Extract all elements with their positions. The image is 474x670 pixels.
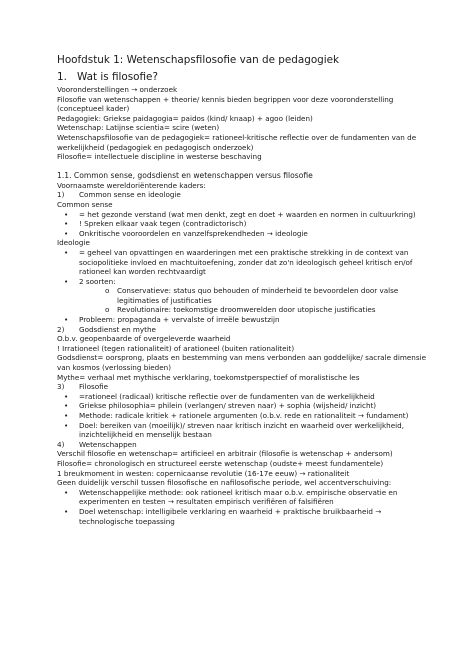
bullet-marker: • [64, 420, 69, 430]
list-item-text: Methode: radicale kritiek + rationele argumenten (o.b.v. rede en rationaliteit → fundament) [79, 411, 409, 420]
bullet-list [57, 210, 437, 239]
numbered-item [57, 440, 437, 450]
bullet-list [57, 248, 437, 286]
bullet-marker: • [64, 391, 69, 401]
sub-bullet-marker: o [105, 286, 110, 296]
section-number: 1. [57, 71, 67, 83]
list-item-text: Doel wetenschap: intelligibele verklaring en waarheid + praktische bruikbaarheid → technologische toepassing [79, 506, 382, 526]
paragraph: Vooronderstellingen → onderzoek [57, 85, 178, 94]
list-item-text: 2 soorten: [79, 276, 116, 286]
subsection-heading: 1.1. Common sense, godsdienst en wetenschappen versus filosofie [57, 170, 313, 180]
item-number: 2) [57, 324, 65, 334]
bullet-marker: • [64, 276, 69, 286]
paragraph: Filosofie= chronologisch en structureel eerste wetenschap (oudste+ meest fundamentele) [57, 458, 384, 468]
list-item-text: Conservatieve: status quo behouden of minderheid te bevoordelen door valse legitimaties of justificaties [117, 286, 399, 305]
list-item [57, 219, 437, 229]
item-number: 1) [57, 190, 65, 200]
paragraph: Wetenschapsfilosofie van de pedagogiek= rationeel-kritische reflectie over de fundamenten van de werkelijkheid (pedagogiek en pedagogisch onderzoek) [57, 132, 417, 152]
list-item-text: Doel: bereiken van (moeilijk)/ streven naar kritisch inzicht en waarheid over werkelijkheid, inzichtelijkheid en menselijk bestaan [79, 420, 404, 440]
bullet-marker: • [64, 209, 69, 219]
paragraph: Ideologie [57, 238, 90, 248]
list-item [57, 277, 437, 287]
list-item [57, 411, 437, 421]
paragraph: ! Irrationeel (tegen rationaliteit) of arationeel (buiten rationaliteit) [57, 343, 295, 353]
numbered-item [57, 382, 437, 392]
chapter-title: Hoofdstuk 1: Wetenschapsfilosofie van de pedagogiek [57, 54, 340, 66]
paragraph: O.b.v. geopenbaarde of overgeleverde waarheid [57, 334, 231, 344]
list-item-text: Revolutionaire: toekomstige droomwerelden door utopische justificaties [117, 305, 376, 315]
item-label: Wetenschappen [79, 439, 137, 449]
list-item [57, 401, 437, 411]
bullet-list [57, 315, 437, 325]
list-item [57, 210, 437, 220]
bullet-marker: • [64, 228, 69, 238]
sub-bullet-list [57, 286, 437, 315]
list-item [57, 421, 437, 440]
paragraph: Geen duidelijk verschil tussen filosofische en nafilosofische periode, wel accentverschuiving: [57, 478, 392, 488]
sub-bullet-marker: o [105, 305, 110, 315]
section-title: Wat is filosofie? [77, 71, 158, 83]
bullet-list [57, 488, 437, 526]
paragraph: Pedagogiek: Griekse paidagogia= paidos (kind/ knaap) + agoo (leiden) [57, 113, 313, 123]
bullet-marker: • [64, 487, 69, 497]
numbered-item [57, 190, 437, 200]
paragraph: 1 breukmoment in westen: copernicaanse revolutie (16-17e eeuw) → rationaliteit [57, 468, 350, 478]
list-item-text: Onkritische vooroordelen en vanzelfsprekendheden → ideologie [79, 228, 308, 238]
bullet-marker: • [64, 506, 69, 516]
list-item [57, 488, 437, 507]
item-label: Common sense en ideologie [79, 190, 181, 200]
item-number: 3) [57, 382, 65, 392]
bullet-list [57, 392, 437, 440]
list-item-text: =rationeel (radicaal) kritische reflectie over de fundamenten van de werkelijkheid [79, 391, 375, 401]
section-heading [57, 71, 437, 84]
sub-list-item [57, 305, 437, 315]
paragraph: Voornaamste wereldoriënterende kaders: [57, 180, 206, 190]
paragraph: Godsdienst= oorsprong, plaats en bestemming van mens verbonden aan goddelijke/ sacrale dimensie van kosmos (verlossing bieden) [57, 353, 426, 373]
bullet-marker: • [64, 247, 69, 257]
bullet-marker: • [64, 315, 69, 325]
bullet-marker: • [64, 401, 69, 411]
paragraph: Wetenschap: Latijnse scientia= scire (weten) [57, 123, 220, 133]
list-item-text: Probleem: propaganda + vervalste of irreële bewustzijn [79, 315, 280, 325]
item-number: 4) [57, 439, 65, 449]
list-item [57, 507, 437, 526]
sub-list-item [57, 286, 437, 305]
list-item-text: = geheel van opvattingen en waarderingen met een praktische strekking in de context van sociopolitieke invloed en machtuitoefening, zonder dat zo'n ideologisch geheel kritisch en/of rationeel kan worden rechtvaardigt [79, 247, 413, 277]
item-label: Filosofie [79, 382, 109, 392]
item-label: Godsdienst en mythe [79, 324, 156, 334]
list-item-text: Griekse philosophia= philein (verlangen/ streven naar) + sophia (wijsheid/ inzicht) [79, 401, 377, 411]
list-item-text: Wetenschappelijke methode: ook rationeel kritisch maar o.b.v. empirische observatie en experimenten en testen → resultaten empirisch verifiëren of falsifiëren [79, 487, 398, 507]
paragraph: Filosofie= intellectuele discipline in westerse beschaving [57, 152, 262, 162]
document-content [57, 54, 437, 526]
paragraph: Filosofie van wetenschappen + theorie/ kennis bieden begrippen voor deze vooronderstelling (conceptueel kader) [57, 94, 394, 114]
bullet-marker: • [64, 219, 69, 229]
list-item-text: = het gezonde verstand (wat men denkt, zegt en doet + waarden en normen in cultuurkring) [79, 209, 416, 219]
list-item [57, 315, 437, 325]
numbered-item [57, 325, 437, 335]
bullet-marker: • [64, 411, 69, 420]
paragraph: Common sense [57, 199, 113, 209]
list-item-text: ! Spreken elkaar vaak tegen (contradictorisch) [79, 219, 247, 229]
list-item [57, 229, 437, 239]
paragraph: Mythe= verhaal met mythische verklaring, toekomstperspectief of moralistische les [57, 372, 360, 382]
list-item [57, 248, 437, 277]
paragraph: Verschil filosofie en wetenschap= artificieel en arbitrair (filosofie is wetenschap + andersom) [57, 449, 393, 459]
list-item [57, 392, 437, 402]
